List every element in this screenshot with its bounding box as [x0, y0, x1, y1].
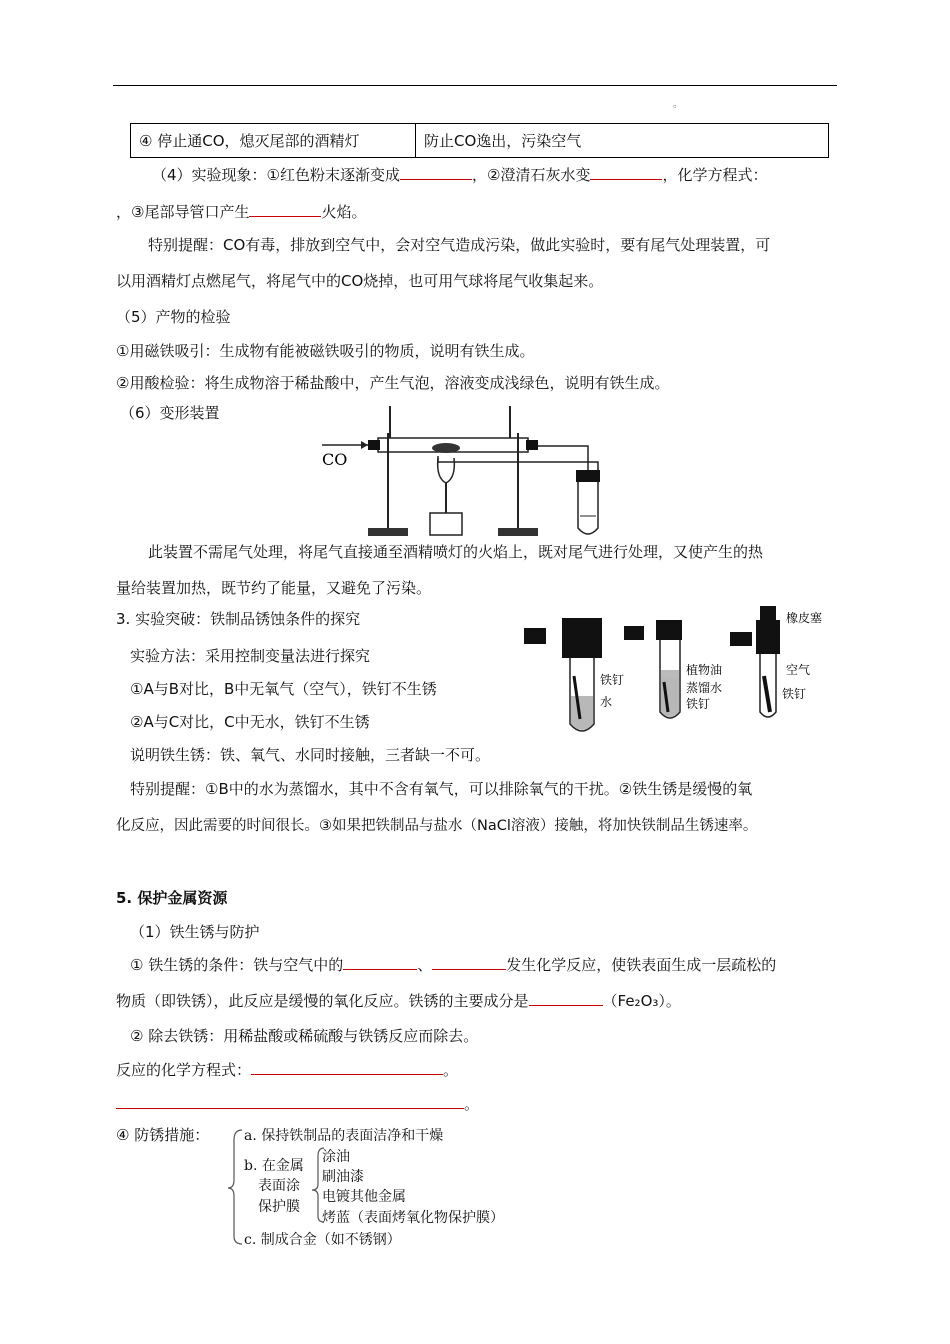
- variant-desc-2: 量给装置加热，既节约了能量，又避免了污染。: [116, 579, 432, 597]
- tube-b-distilled-label: 蒸馏水: [686, 681, 723, 695]
- stopper-a: [562, 618, 602, 658]
- oil-b: [661, 670, 679, 678]
- clamp-b: [624, 626, 644, 640]
- equation-label: 反应的化学方程式：: [116, 1061, 252, 1079]
- rust-protection-subtitle: （1）铁生锈与防护: [130, 923, 260, 941]
- rust-condition-text-1: ① 铁生锈的条件：铁与空气中的: [130, 956, 344, 974]
- stopper-cap-c: [760, 606, 776, 620]
- table-cell-step: ④ 停止通CO，熄灭尾部的酒精灯: [131, 124, 416, 158]
- tube-c-nail-label: 铁钉: [782, 687, 807, 701]
- phenomena-line-2: [116, 201, 366, 222]
- rust-method: 实验方法：采用控制变量法进行探究: [130, 647, 371, 665]
- prevention-a: a. 保持铁制品的表面洁净和干燥: [244, 1128, 444, 1144]
- water-a: [571, 696, 593, 730]
- rust-condition-text-3: 发生化学反应，使铁表面生成一层疏松的: [506, 956, 777, 974]
- rust-tip-line-1: 特别提醒：①B中的水为蒸馏水，其中不含有氧气，可以排除氧气的干扰。②铁生锈是缓慢的氧: [130, 780, 753, 798]
- equation-line: [116, 1059, 458, 1080]
- rust-experiment-title: 3. 实验突破：铁制品锈蚀条件的探究: [116, 610, 361, 628]
- blank-oxygen[interactable]: [343, 955, 417, 970]
- coating-plating: 电镀其他金属: [322, 1189, 406, 1205]
- table-row: [131, 124, 829, 158]
- rust-condition-text-2: 、: [417, 956, 433, 974]
- equation-end-2: 。: [464, 1095, 480, 1113]
- equation-end: 。: [443, 1061, 459, 1079]
- clamp-a: [524, 628, 546, 644]
- variant-apparatus-diagram: [318, 398, 618, 546]
- nail-c: [764, 676, 770, 712]
- burner-base: [430, 513, 462, 535]
- brace-outer: [228, 1130, 242, 1244]
- phenomena-text-4: ，③尾部导管口产生: [116, 203, 250, 221]
- tube-a-nail-label: 铁钉: [600, 673, 625, 687]
- header-dot: 。: [673, 99, 683, 110]
- rust-condition-line-2: [116, 990, 681, 1011]
- product-test-magnet: ①用磁铁吸引：生成物有能被磁铁吸引的物质，说明有铁生成。: [116, 342, 535, 360]
- stopper-right: [526, 440, 538, 450]
- variant-title: （6）变形装置: [120, 404, 220, 422]
- tube-b-oil-label: 植物油: [686, 663, 723, 677]
- blank-limewater[interactable]: [590, 165, 662, 180]
- rust-condition-text-4: 物质（即铁锈），此反应是缓慢的氧化反应。铁锈的主要成分是: [116, 992, 529, 1010]
- product-test-acid: ②用酸检验：将生成物溶于稀盐酸中，产生气泡，溶液变成浅绿色，说明有铁生成。: [116, 374, 670, 392]
- outlet-tube: [538, 446, 588, 473]
- phenomena-text-1: （4）实验现象：①红色粉末逐渐变成: [152, 166, 400, 184]
- phenomena-text-5: 火焰。: [321, 203, 367, 221]
- blank-color[interactable]: [400, 165, 472, 180]
- prevention-b-3: 保护膜: [258, 1199, 300, 1215]
- stopper-b: [656, 620, 682, 640]
- blank-rust-component[interactable]: [529, 991, 603, 1006]
- rust-condition-text-5: （Fe₂O₃）。: [602, 992, 681, 1010]
- rust-tubes-diagram: [520, 604, 850, 736]
- prevention-b-2: 表面涂: [258, 1178, 300, 1194]
- prevention-title: ④ 防锈措施：: [116, 1126, 210, 1144]
- co-arrow-head: [361, 441, 368, 449]
- rust-removal: ② 除去铁锈：用稀盐酸或稀硫酸与铁锈反应而除去。: [130, 1027, 479, 1045]
- blank-water[interactable]: [432, 955, 506, 970]
- co-label: CO: [322, 450, 348, 469]
- table-cell-reason: 防止CO逸出，污染空气: [416, 124, 829, 158]
- phenomena-text-2: ，②澄清石灰水变: [472, 166, 591, 184]
- rust-tip-line-2: 化反应，因此需要的时间很长。③如果把铁制品与盐水（NaCl溶液）接触，将加快铁制品生锈速率。: [116, 818, 758, 834]
- blank-flame[interactable]: [249, 202, 321, 217]
- product-test-title: （5）产物的检验: [116, 308, 231, 326]
- stand-base-right: [498, 528, 538, 536]
- phenomena-text-3: ，化学方程式：: [662, 166, 768, 184]
- equation-line-2: [116, 1093, 479, 1114]
- procedure-table: [130, 123, 829, 158]
- tube-c-stopper-label: 橡皮塞: [786, 611, 823, 625]
- tube-a-water-label: 水: [600, 695, 613, 709]
- phenomena-line: [152, 164, 767, 185]
- iron-oxide-powder: [432, 443, 460, 453]
- coating-paint: 刷油漆: [322, 1169, 364, 1185]
- test-tube-stopper: [576, 470, 600, 482]
- rust-compare-ac: ②A与C对比，C中无水，铁钉不生锈: [130, 713, 370, 731]
- prevention-c: c. 制成合金（如不锈钢）: [244, 1232, 401, 1248]
- stopper-left: [368, 440, 380, 450]
- tube-b-nail-label: 铁钉: [686, 697, 711, 711]
- blank-equation-2[interactable]: [116, 1094, 464, 1109]
- rust-compare-ab: ①A与B对比，B中无氧气（空气），铁钉不生锈: [130, 680, 437, 698]
- tip-co-line-1: 特别提醒：CO有毒，排放到空气中，会对空气造成污染，做此实验时，要有尾气处理装置，可: [148, 236, 771, 254]
- coating-oil: 涂油: [322, 1149, 350, 1165]
- clamp-c: [730, 632, 752, 646]
- stand-base-left: [368, 528, 408, 536]
- prevention-b-1: b. 在金属: [244, 1158, 304, 1174]
- blank-equation-1[interactable]: [251, 1060, 443, 1075]
- stopper-c: [756, 620, 780, 654]
- limewater-tube: [578, 482, 598, 534]
- protect-title: 5. 保护金属资源: [116, 889, 228, 907]
- tube-c-air-label: 空气: [786, 663, 811, 677]
- variant-desc-1: 此装置不需尾气处理，将尾气直接通至酒精喷灯的火焰上，既对尾气进行处理，又使产生的热: [148, 543, 764, 561]
- rust-condition-line: [130, 954, 776, 975]
- coating-bluing: 烤蓝（表面烤氧化物保护膜）: [322, 1210, 504, 1226]
- header-rule: [113, 85, 837, 86]
- tip-co-line-2: 以用酒精灯点燃尾气，将尾气中的CO烧掉，也可用气球将尾气收集起来。: [116, 272, 604, 290]
- rust-conclusion: 说明铁生锈：铁、氧气、水同时接触，三者缺一不可。: [130, 746, 491, 764]
